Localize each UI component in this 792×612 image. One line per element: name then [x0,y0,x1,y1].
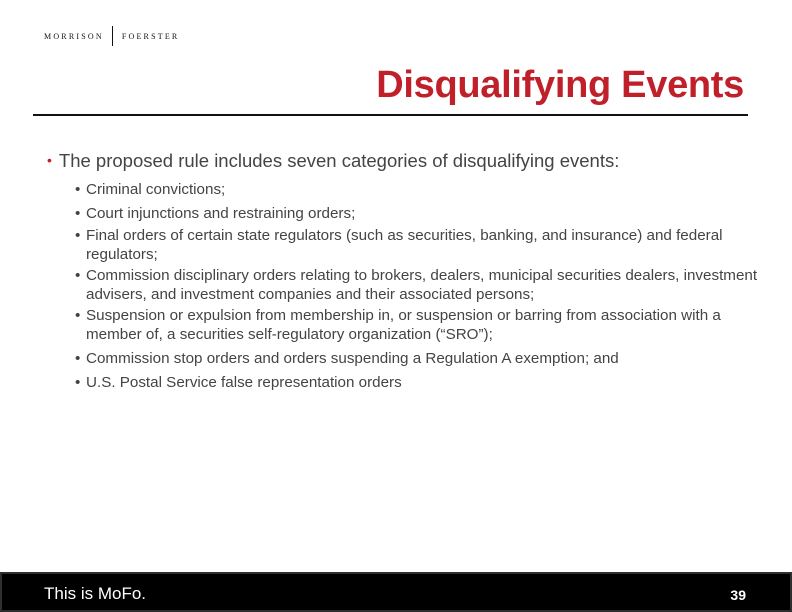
sub-bullet-list [75,178,765,394]
lead-text: The proposed rule includes seven categories of disqualifying events: [58,150,620,171]
bullet-icon: • [47,152,52,168]
logo-divider [112,26,113,46]
company-logo [44,26,179,46]
list-item: • Final orders of certain state regulators (such as securities, banking, and insurance) and federal regulators; [75,227,765,264]
footer-tagline: This is MoFo. [44,584,147,603]
slide-title: Disqualifying Events [376,64,744,106]
lead-bullet [47,150,767,172]
title-underline [33,114,748,116]
logo-right-text: FOERSTER [121,31,180,41]
list-item: • Commission disciplinary orders relating to brokers, dealers, municipal securities dealers, investment advisers, and investment companies and their associated persons; [75,267,765,304]
list-item: • U.S. Postal Service false representation orders [75,371,765,395]
list-item: • Suspension or expulsion from membership in, or suspension or barring from association with a member of, a securities self-regulatory organization (“SRO”); [75,307,765,344]
list-item: • Commission stop orders and orders suspending a Regulation A exemption; and [75,347,765,371]
logo-left-text: MORRISON [44,31,104,41]
list-item: • Court injunctions and restraining orders; [75,202,765,226]
list-item: • Criminal convictions; [75,178,765,202]
footer-bar [0,572,792,612]
page-number: 39 [730,587,746,603]
